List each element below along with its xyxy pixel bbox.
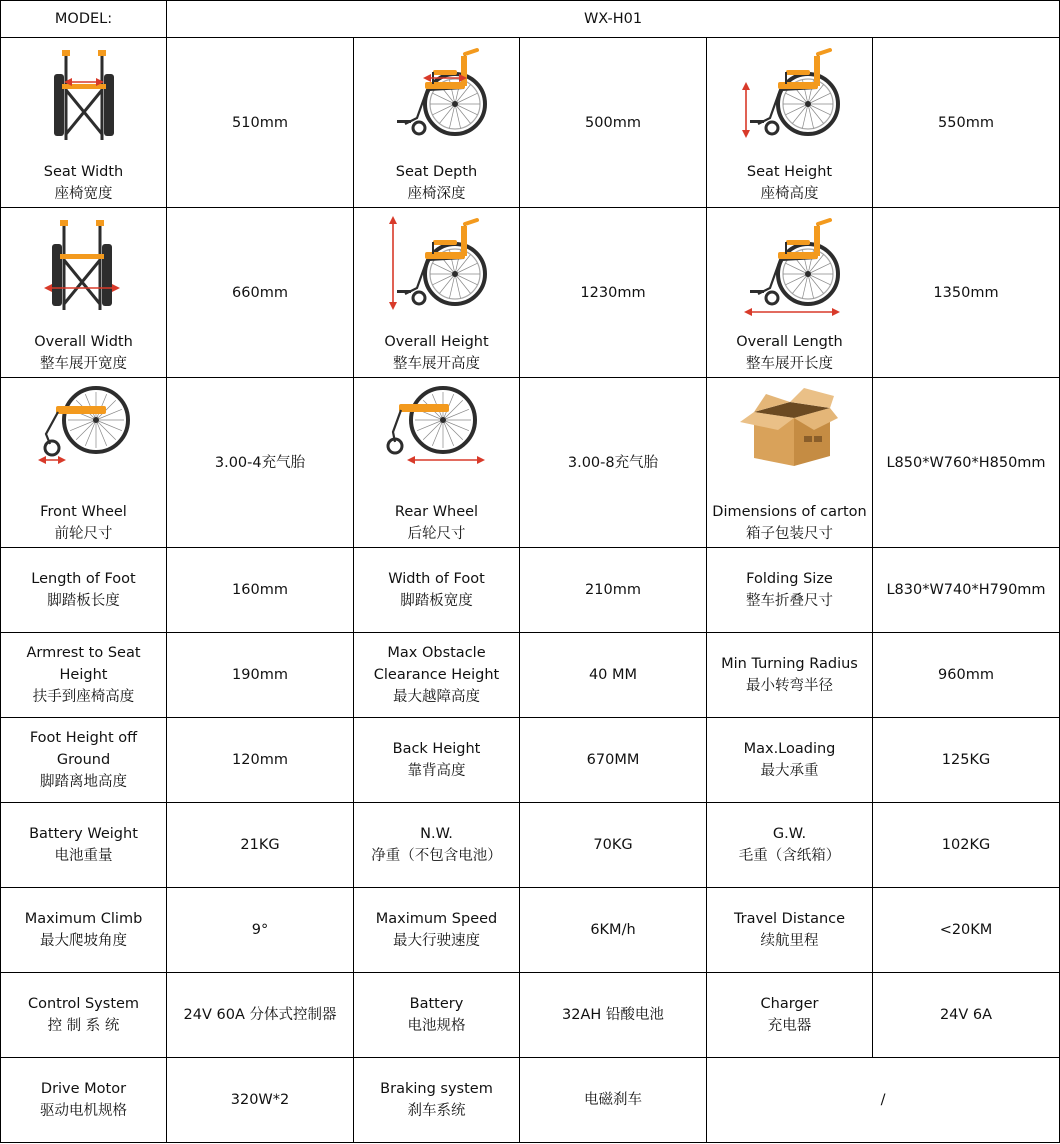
spec-label-line: Max Obstacle: [387, 645, 486, 661]
spec-label-cell: [1, 548, 167, 633]
spec-label-line: N.W.: [420, 826, 453, 842]
spec-value: 21KG: [167, 803, 354, 888]
spec-label-line: 最小转弯半径: [746, 678, 833, 694]
spec-label-line: Control System: [27, 996, 140, 1012]
wheelchair-front-seat-width-icon: [1, 44, 166, 152]
model-value: WX-H01: [167, 1, 1060, 38]
spec-value: L830*W740*H790mm: [873, 548, 1060, 633]
spec-label-cell: [354, 718, 520, 803]
spec-row-last: [1, 1058, 1060, 1143]
spec-caption: [1, 331, 166, 375]
spec-label-line: Length of Foot: [31, 571, 136, 587]
spec-value: 9°: [167, 888, 354, 973]
spec-label-cell: [707, 38, 873, 208]
spec-value: L850*W760*H850mm: [873, 378, 1060, 548]
spec-label-cell: [1, 973, 167, 1058]
spec-label-line: 毛重（含纸箱）: [738, 848, 841, 864]
spec-caption: [707, 501, 872, 545]
spec-label-line: Foot Height off: [29, 730, 138, 746]
spec-label-cell: [1, 208, 167, 378]
spec-label-zh: 座椅高度: [760, 186, 819, 202]
spec-label-zh: 后轮尺寸: [407, 526, 466, 542]
spec-label-line: Armrest to Seat Height: [26, 645, 141, 683]
spec-value: 160mm: [167, 548, 354, 633]
spec-label-cell: [354, 888, 520, 973]
wheelchair-front-overall-width-icon: [1, 214, 166, 322]
spec-caption: [1, 161, 166, 205]
spec-label-line: Min Turning Radius: [721, 656, 858, 672]
spec-label-line: Battery: [409, 996, 464, 1012]
spec-label-line: Braking system: [380, 1081, 493, 1097]
spec-value: 190mm: [167, 633, 354, 718]
wheelchair-side-seat-height-icon: [707, 44, 872, 152]
spec-label-line: 脚踏板宽度: [400, 593, 473, 609]
spec-label-cell: [707, 718, 873, 803]
spec-label-line: 最大爬坡角度: [40, 933, 127, 949]
spec-label-line: G.W.: [772, 826, 807, 842]
spec-label-cell: [354, 803, 520, 888]
spec-row: [1, 718, 1060, 803]
spec-label-cell: [707, 803, 873, 888]
spec-caption: [707, 161, 872, 205]
spec-label-cell: [354, 633, 520, 718]
spec-value: <20KM: [873, 888, 1060, 973]
spec-label-cell: [1, 803, 167, 888]
spec-label-line: Travel Distance: [733, 911, 846, 927]
spec-label-line: Maximum Climb: [24, 911, 143, 927]
spec-label-line: 脚踏离地高度: [40, 774, 127, 790]
spec-label-en: Rear Wheel: [394, 504, 479, 520]
model-row: [1, 1, 1060, 38]
spec-label-cell: [354, 208, 520, 378]
spec-row: [1, 548, 1060, 633]
spec-label-zh: 整车展开长度: [746, 356, 833, 372]
carton-box-icon: [707, 384, 872, 492]
spec-label-cell: [354, 973, 520, 1058]
spec-label-line: Maximum Speed: [375, 911, 498, 927]
spec-label-line: 脚踏板长度: [47, 593, 120, 609]
spec-label-line: 净重（不包含电池）: [371, 848, 502, 864]
spec-label-line: 电池规格: [407, 1018, 466, 1034]
spec-label-zh: 整车展开宽度: [40, 356, 127, 372]
spec-label-line: 控 制 系 统: [47, 1018, 120, 1034]
spec-label-cell: [1, 633, 167, 718]
spec-label-line: 最大行驶速度: [393, 933, 480, 949]
spec-value: 500mm: [520, 38, 707, 208]
spec-row: [1, 973, 1060, 1058]
spec-label-cell: [1, 378, 167, 548]
spec-label-cell: [354, 38, 520, 208]
spec-label-zh: 前轮尺寸: [54, 526, 113, 542]
spec-label-line: 电池重量: [54, 848, 113, 864]
spec-row-illustrated: [1, 208, 1060, 378]
spec-value: 210mm: [520, 548, 707, 633]
spec-value: 660mm: [167, 208, 354, 378]
model-label: MODEL:: [1, 1, 167, 38]
spec-value: 1230mm: [520, 208, 707, 378]
spec-row-illustrated: [1, 378, 1060, 548]
spec-label-en: Overall Height: [384, 334, 489, 350]
spec-row: [1, 888, 1060, 973]
spec-label-line: 最大越障高度: [393, 689, 480, 705]
spec-label-cell: [1, 718, 167, 803]
spec-label-en: Seat Width: [43, 164, 124, 180]
spec-label-line: Folding Size: [746, 571, 833, 587]
spec-label-line: Width of Foot: [388, 571, 485, 587]
spec-label-line: Max.Loading: [743, 741, 836, 757]
spec-row-illustrated: [1, 38, 1060, 208]
spec-label-line: 最大承重: [760, 763, 819, 779]
spec-label-line: Battery Weight: [29, 826, 138, 842]
spec-caption: [354, 331, 519, 375]
spec-label-en: Overall Length: [736, 334, 843, 350]
spec-label-en: Front Wheel: [40, 504, 127, 520]
spec-row: [1, 803, 1060, 888]
spec-caption: [354, 161, 519, 205]
spec-label-line: Charger: [760, 996, 819, 1012]
spec-label-cell: [1, 38, 167, 208]
spec-value: 550mm: [873, 38, 1060, 208]
spec-empty-value: /: [707, 1058, 1060, 1143]
spec-label-en: Seat Depth: [395, 164, 478, 180]
spec-value: 70KG: [520, 803, 707, 888]
spec-value: 3.00-4充气胎: [167, 378, 354, 548]
spec-value: 6KM/h: [520, 888, 707, 973]
spec-label-line: 刹车系统: [407, 1103, 466, 1119]
wheelchair-side-seat-depth-icon: [354, 44, 519, 152]
spec-label-cell: [707, 973, 873, 1058]
spec-row: [1, 633, 1060, 718]
spec-label-cell: [707, 548, 873, 633]
spec-value: 670MM: [520, 718, 707, 803]
spec-label-line: 扶手到座椅高度: [32, 689, 135, 705]
spec-value: 125KG: [873, 718, 1060, 803]
spec-value: 320W*2: [167, 1058, 354, 1143]
spec-label-line: 续航里程: [760, 933, 819, 949]
spec-label-cell: [707, 633, 873, 718]
spec-value: 102KG: [873, 803, 1060, 888]
spec-label-en: Dimensions of carton: [712, 504, 867, 520]
spec-value: 960mm: [873, 633, 1060, 718]
spec-label-cell: [1, 1058, 167, 1143]
spec-label-cell: [354, 378, 520, 548]
wheelchair-side-overall-height-icon: [354, 214, 519, 322]
spec-label-cell: [707, 888, 873, 973]
spec-value: 24V 6A: [873, 973, 1060, 1058]
spec-label-zh: 整车展开高度: [393, 356, 480, 372]
spec-label-en: Seat Height: [746, 164, 833, 180]
spec-label-zh: 座椅深度: [407, 186, 466, 202]
spec-label-zh: 座椅宽度: [54, 186, 113, 202]
spec-caption: [354, 501, 519, 545]
spec-value: 电磁刹车: [520, 1058, 707, 1143]
spec-caption: [707, 331, 872, 375]
rear-wheel-icon: [354, 384, 519, 492]
spec-label-cell: [1, 888, 167, 973]
spec-label-en: Overall Width: [34, 334, 133, 350]
spec-label-line: Drive Motor: [40, 1081, 127, 1097]
spec-value: 1350mm: [873, 208, 1060, 378]
spec-label-line: Clearance Height: [373, 667, 500, 683]
spec-label-cell: [707, 378, 873, 548]
spec-label-cell: [707, 208, 873, 378]
spec-label-line: 靠背高度: [407, 763, 466, 779]
spec-value: 120mm: [167, 718, 354, 803]
spec-label-line: 充电器: [767, 1018, 812, 1034]
spec-label-line: Ground: [56, 752, 111, 768]
spec-value: 32AH 铅酸电池: [520, 973, 707, 1058]
spec-label-cell: [354, 548, 520, 633]
spec-label-line: Back Height: [392, 741, 481, 757]
spec-value: 24V 60A 分体式控制器: [167, 973, 354, 1058]
spec-value: 3.00-8充气胎: [520, 378, 707, 548]
spec-label-line: 驱动电机规格: [40, 1103, 127, 1119]
spec-caption: [1, 501, 166, 545]
spec-label-line: 整车折叠尺寸: [746, 593, 833, 609]
front-wheel-icon: [1, 384, 166, 492]
wheelchair-side-overall-length-icon: [707, 214, 872, 322]
spec-value: 40 MM: [520, 633, 707, 718]
spec-label-zh: 箱子包装尺寸: [746, 526, 833, 542]
spec-value: 510mm: [167, 38, 354, 208]
spec-label-cell: [354, 1058, 520, 1143]
